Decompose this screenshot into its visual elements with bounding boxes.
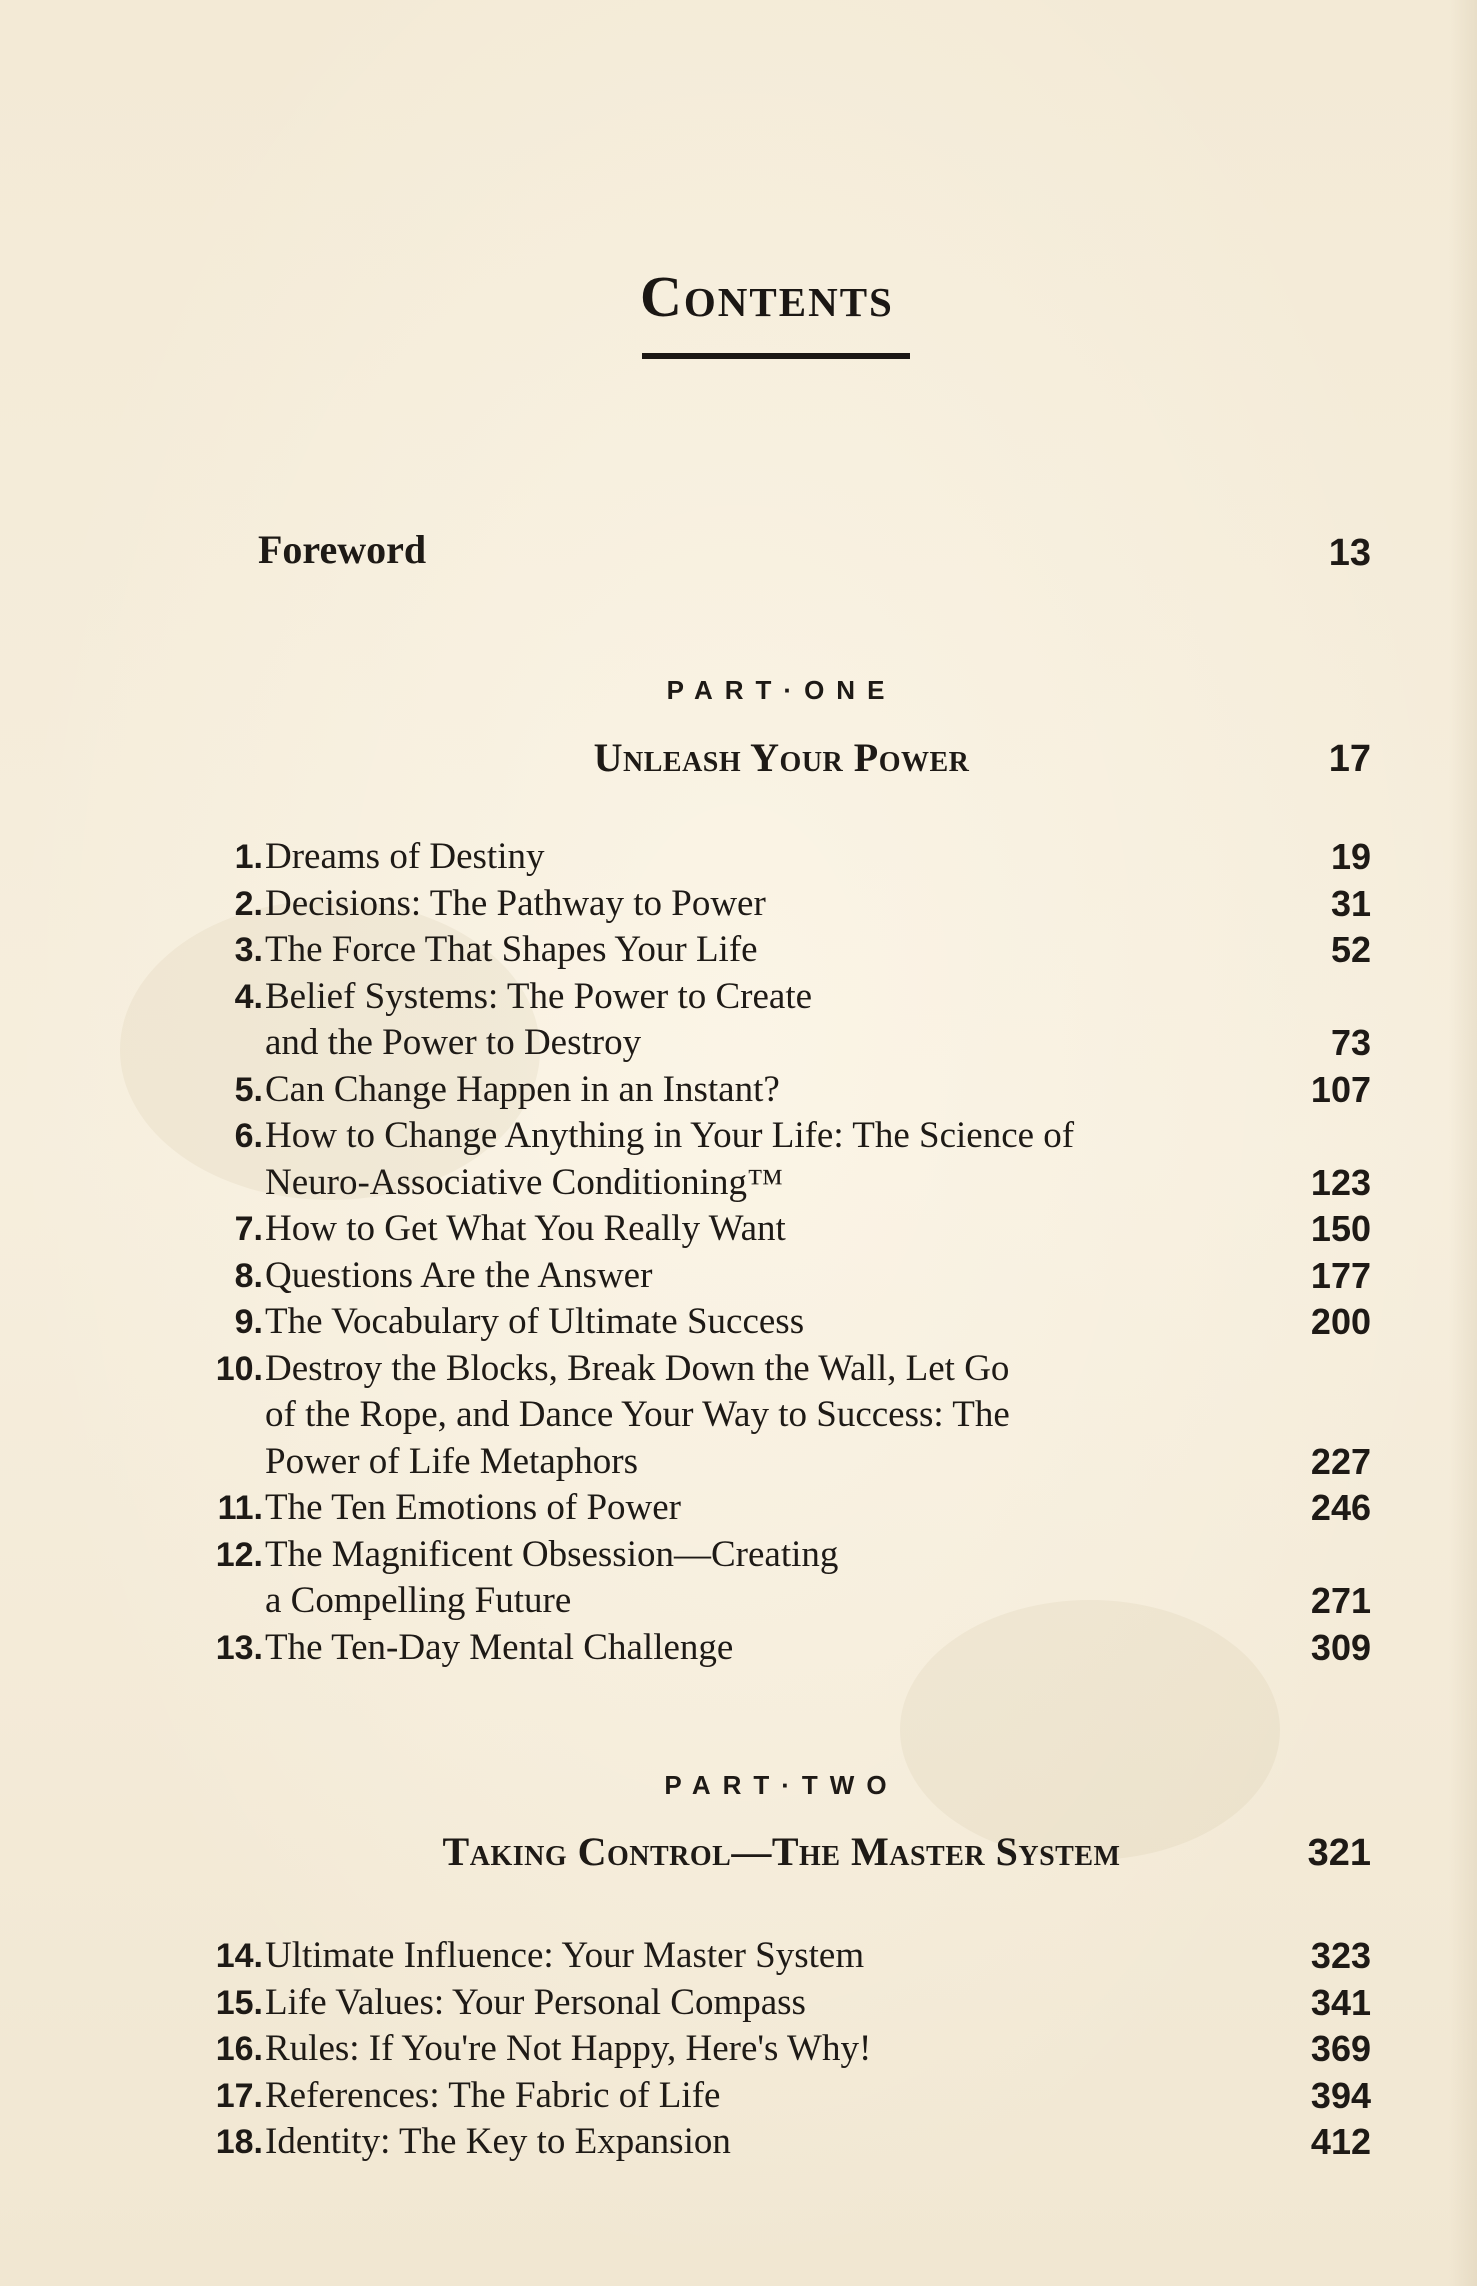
chapter-number: 12. [215,1535,263,1574]
toc-entry [0,1346,1477,1486]
chapter-page: 309 [1310,1626,1371,1668]
chapter-page: 246 [1310,1487,1371,1528]
chapter-title: Life Values: Your Personal Compass [265,1981,806,2023]
chapter-page: 227 [1310,1440,1371,1482]
chapter-page: 412 [1310,2121,1371,2162]
chapter-number: 11. [217,1489,263,1527]
part-one-chapter-list [0,834,1477,1671]
chapter-page: 73 [1330,1022,1371,1063]
part-one-title: Unleash Your Power [593,735,970,780]
chapter-title: The Magnificent Obsession—Creating a Compelling Future [265,1533,839,1621]
toc-entry [0,2073,1477,2120]
chapter-page: 341 [1310,1981,1371,2023]
chapter-number: 8. [234,1256,263,1295]
toc-entry [0,2026,1477,2073]
chapter-number: 1. [234,838,263,876]
toc-entry [0,1485,1477,1532]
toc-entry [0,834,1477,881]
chapter-number: 3. [234,931,263,969]
chapter-number: 2. [234,884,263,923]
chapter-title: The Vocabulary of Ultimate Success [265,1301,805,1342]
chapter-page: 177 [1310,1254,1371,1296]
chapter-title: How to Change Anything in Your Life: The Science of Neuro-Associative Conditioning™ [265,1115,1075,1203]
toc-entry [0,1113,1477,1206]
part-two-page: 321 [1307,1832,1371,1874]
chapter-number: 5. [234,1070,263,1109]
foreword-label: Foreword [258,527,427,572]
toc-entry [0,1625,1477,1672]
toc-entry [0,1980,1477,2027]
chapter-page: 369 [1310,2028,1371,2069]
chapter-title: The Ten Emotions of Power [265,1487,681,1528]
toc-entry [0,1532,1477,1625]
part-two-label: PART·TWO [664,1770,899,1800]
chapter-number: 6. [234,1117,263,1155]
chapter-page: 31 [1330,882,1371,924]
chapter-number: 4. [234,977,263,1016]
chapter-title: The Ten-Day Mental Challenge [265,1626,734,1668]
toc-entry [0,974,1477,1067]
chapter-title: Rules: If You're Not Happy, Here's Why! [265,2028,872,2069]
toc-entry [0,1299,1477,1346]
chapter-page: 394 [1310,2074,1371,2116]
chapter-title: How to Get What You Really Want [265,1208,786,1249]
part-one-label: PART·ONE [666,675,897,705]
title-underline [642,353,910,359]
chapter-number: 7. [234,1210,263,1248]
chapter-title: References: The Fabric of Life [265,2074,721,2116]
chapter-number: 9. [234,1303,263,1341]
toc-entry [0,1253,1477,1300]
toc-entry [0,1933,1477,1980]
chapter-page: 323 [1310,1935,1371,1976]
toc-entry [0,2119,1477,2166]
chapter-page: 52 [1330,929,1371,970]
toc-entry [0,881,1477,928]
toc-entry [0,1067,1477,1114]
chapter-page: 200 [1310,1301,1371,1342]
chapter-number: 10. [215,1349,263,1388]
chapter-page: 107 [1310,1068,1371,1110]
chapter-page: 19 [1330,836,1371,877]
chapter-number: 15. [215,1983,263,2022]
chapter-title: Questions Are the Answer [265,1254,653,1296]
toc-entry [0,927,1477,974]
chapter-title: Destroy the Blocks, Break Down the Wall, Let Go of the Rope, and Dance Your Way to Success: The Power of Life Metaphors [265,1347,1010,1482]
part-one-page: 17 [1328,738,1371,780]
part-two-title: Taking Control—The Master System [442,1829,1121,1874]
chapter-number: 17. [215,2076,263,2115]
chapter-title: Belief Systems: The Power to Create and the Power to Destroy [265,975,813,1063]
part-two-chapter-list [0,1933,1477,2166]
chapter-title: Can Change Happen in an Instant? [265,1068,780,1110]
chapter-page: 271 [1310,1580,1371,1621]
foreword-page: 13 [1328,532,1371,574]
toc-entry [0,1206,1477,1253]
chapter-title: Decisions: The Pathway to Power [265,882,766,924]
chapter-title: Ultimate Influence: Your Master System [265,1935,865,1976]
chapter-number: 16. [215,2030,263,2068]
chapter-title: Identity: The Key to Expansion [265,2121,731,2162]
chapter-page: 150 [1310,1208,1371,1249]
chapter-number: 14. [215,1937,263,1975]
chapter-number: 18. [215,2123,263,2161]
chapter-page: 123 [1310,1161,1371,1203]
chapter-title: Dreams of Destiny [265,836,545,877]
chapter-number: 13. [215,1628,263,1667]
page-title: Contents [640,264,894,329]
chapter-title: The Force That Shapes Your Life [265,929,758,970]
